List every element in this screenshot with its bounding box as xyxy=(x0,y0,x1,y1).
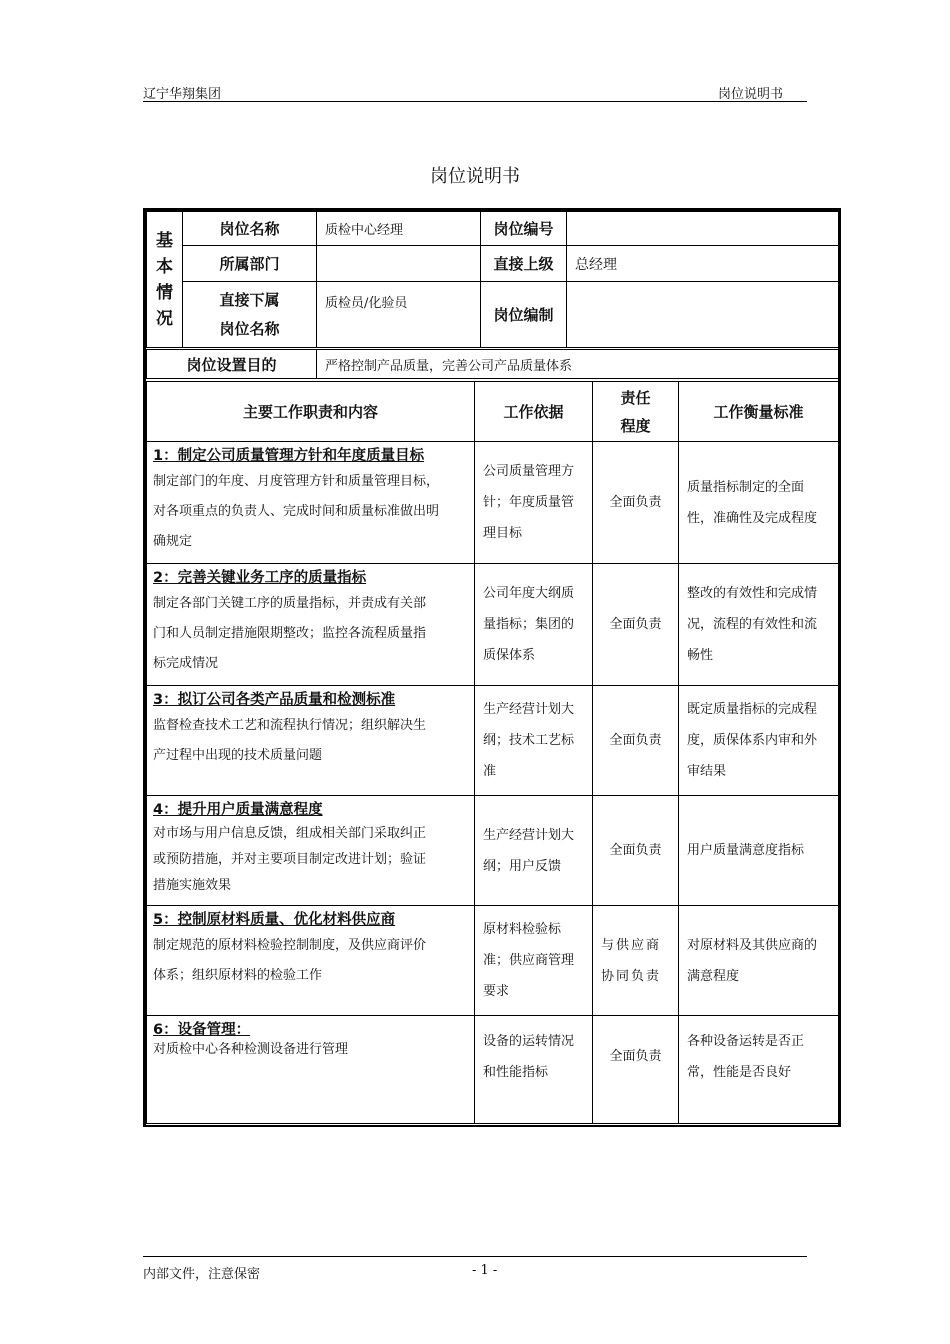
footer-note: 内部文件，注意保密 xyxy=(143,1267,261,1282)
desc-line: 对各项重点的负责人、完成时间和质量标准做出明 xyxy=(153,504,440,519)
duty-content xyxy=(147,442,475,564)
desc-line: 监督检查技术工艺和流程执行情况；组织解决生 xyxy=(153,718,427,733)
standard-line: 满意程度 xyxy=(687,968,740,984)
basis-line: 设备的运转情况 xyxy=(483,1034,575,1049)
desc-line: 门和人员制定措施限期整改；监控各流程质量指 xyxy=(153,626,427,641)
table-row xyxy=(147,686,839,796)
duty-content xyxy=(147,1016,475,1124)
post-code-label: 岗位编号 xyxy=(481,212,567,246)
standard-line: 各种设备运转是否正 xyxy=(687,1034,805,1049)
basis-line: 生产经营计划大 xyxy=(483,827,575,843)
duty-basis xyxy=(475,686,593,796)
duty-basis xyxy=(475,1016,593,1124)
headcount-label: 岗位编制 xyxy=(481,282,567,348)
duty-responsibility xyxy=(593,1016,679,1124)
desc-line: 制定各部门关键工序的质量指标，并责成有关部 xyxy=(153,596,427,611)
standard-line: 既定质量指标的完成程 xyxy=(687,702,818,717)
duty-standard xyxy=(679,686,839,796)
duties-table xyxy=(146,381,839,1124)
subordinate-label-line: 岗位名称 xyxy=(219,319,280,338)
post-name-label: 岗位名称 xyxy=(183,212,317,246)
subordinate-label xyxy=(183,282,317,348)
desc-line: 措施实施效果 xyxy=(153,878,232,893)
duty-content xyxy=(147,796,475,906)
duty-responsibility xyxy=(593,564,679,686)
duty-desc xyxy=(147,1041,474,1059)
duty-title: 5：控制原材料质量、优化材料供应商 xyxy=(153,912,396,928)
duty-desc xyxy=(147,467,474,557)
duty-standard xyxy=(679,906,839,1016)
table-row xyxy=(147,564,839,686)
resp-line: 全面负责 xyxy=(609,1049,662,1064)
resp-line: 全面负责 xyxy=(609,617,662,632)
standard-line: 性，准确性及完成程度 xyxy=(687,510,818,526)
header-doc-type: 岗位说明书 xyxy=(718,87,784,102)
footer-rule xyxy=(143,1256,807,1257)
basis-line: 纲；用户反馈 xyxy=(483,858,562,874)
basis-line: 准；供应商管理 xyxy=(483,953,575,968)
purpose-value: 严格控制产品质量，完善公司产品质量体系 xyxy=(317,350,839,379)
basis-line: 公司质量管理方 xyxy=(483,464,575,479)
desc-line: 或预防措施，并对主要项目制定改进计划；验证 xyxy=(153,852,427,867)
desc-line: 对质检中心各种检测设备进行管理 xyxy=(153,1042,349,1057)
standard-line: 常，性能是否良好 xyxy=(687,1065,792,1080)
duty-basis xyxy=(475,796,593,906)
section-char: 本 xyxy=(156,256,173,277)
duty-responsibility xyxy=(593,906,679,1016)
dept-label: 所属部门 xyxy=(183,246,317,282)
standard-line: 对原材料及其供应商的 xyxy=(687,937,818,953)
basis-line: 生产经营计划大 xyxy=(483,702,575,717)
table-row xyxy=(147,442,839,564)
standard-line: 度，质保体系内审和外 xyxy=(687,733,818,748)
basic-info-table xyxy=(146,211,839,348)
duty-content xyxy=(147,564,475,686)
standard-line: 审结果 xyxy=(687,764,727,779)
basis-line: 准 xyxy=(483,764,497,779)
resp-line: 协同负责 xyxy=(601,968,662,984)
duty-desc xyxy=(147,931,474,991)
header-rule xyxy=(143,101,807,102)
headcount-value xyxy=(567,282,839,348)
duty-standard xyxy=(679,796,839,906)
basis-line: 质保体系 xyxy=(483,648,536,663)
purpose-label: 岗位设置目的 xyxy=(147,350,317,379)
standard-line: 畅性 xyxy=(687,648,714,663)
duty-responsibility xyxy=(593,796,679,906)
duty-responsibility xyxy=(593,442,679,564)
duty-basis xyxy=(475,564,593,686)
duty-desc xyxy=(147,589,474,679)
desc-line: 制定规范的原材料检验控制制度，及供应商评价 xyxy=(153,938,427,953)
duty-title: 2：完善关键业务工序的质量指标 xyxy=(153,570,367,586)
desc-line: 产过程中出现的技术质量问题 xyxy=(153,748,323,763)
table-row xyxy=(147,1016,839,1124)
table-row xyxy=(147,796,839,906)
desc-line: 确规定 xyxy=(153,534,193,549)
duty-standard xyxy=(679,442,839,564)
duty-content xyxy=(147,906,475,1016)
basic-section-label xyxy=(147,212,183,348)
section-char: 基 xyxy=(156,230,173,251)
post-code-value xyxy=(567,212,839,246)
post-name-value: 质检中心经理 xyxy=(317,212,481,246)
col-header-responsibility xyxy=(593,382,679,442)
duty-standard xyxy=(679,1016,839,1124)
basis-line: 针；年度质量管 xyxy=(483,495,575,510)
basis-line: 纲；技术工艺标 xyxy=(483,733,575,748)
col-header-content: 主要工作职责和内容 xyxy=(147,382,475,442)
duty-content xyxy=(147,686,475,796)
superior-label: 直接上级 xyxy=(481,246,567,282)
page-title: 岗位说明书 xyxy=(430,166,520,187)
resp-line: 全面负责 xyxy=(609,733,662,748)
duty-desc xyxy=(147,711,474,771)
resp-line: 全面负责 xyxy=(609,495,662,510)
resp-line: 全面负责 xyxy=(609,843,662,858)
col-header-standard: 工作衡量标准 xyxy=(679,382,839,442)
duty-basis xyxy=(475,442,593,564)
duty-desc xyxy=(147,821,474,899)
subordinate-value: 质检员/化验员 xyxy=(317,282,481,348)
duty-basis xyxy=(475,906,593,1016)
table-row xyxy=(147,906,839,1016)
col-header-resp-line: 程度 xyxy=(620,416,651,435)
standard-line: 况，流程的有效性和流 xyxy=(687,617,818,632)
basis-line: 要求 xyxy=(483,984,510,999)
section-char: 情 xyxy=(156,282,173,303)
col-header-resp-line: 责任 xyxy=(620,388,651,407)
basis-line: 和性能指标 xyxy=(483,1065,549,1080)
desc-line: 体系；组织原材料的检验工作 xyxy=(153,968,323,983)
basis-line: 量指标；集团的 xyxy=(483,617,575,632)
purpose-table xyxy=(146,349,839,379)
basis-line: 公司年度大纲质 xyxy=(483,586,575,601)
col-header-basis: 工作依据 xyxy=(475,382,593,442)
standard-line: 质量指标制定的全面 xyxy=(687,479,805,495)
table-frame-bottom xyxy=(143,1125,841,1127)
duty-responsibility xyxy=(593,686,679,796)
desc-line: 制定部门的年度、月度管理方针和质量管理目标， xyxy=(153,474,440,489)
duty-title: 1：制定公司质量管理方针和年度质量目标 xyxy=(153,448,425,464)
duty-standard xyxy=(679,564,839,686)
subordinate-label-line: 直接下属 xyxy=(219,290,280,309)
page-number: - 1 - xyxy=(472,1263,498,1278)
desc-line: 对市场与用户信息反馈，组成相关部门采取纠正 xyxy=(153,826,427,841)
basis-line: 理目标 xyxy=(483,526,523,541)
standard-line: 整改的有效性和完成情 xyxy=(687,586,818,601)
standard-line: 用户质量满意度指标 xyxy=(687,843,805,858)
superior-value: 总经理 xyxy=(567,246,839,282)
resp-line: 与供应商 xyxy=(601,937,662,953)
duty-title: 3：拟订公司各类产品质量和检测标准 xyxy=(153,692,396,708)
dept-value xyxy=(317,246,481,282)
duty-title: 6：设备管理： xyxy=(153,1022,251,1038)
desc-line: 标完成情况 xyxy=(153,656,219,671)
basis-line: 原材料检验标 xyxy=(483,922,562,937)
duty-title: 4：提升用户质量满意程度 xyxy=(153,802,323,818)
section-char: 况 xyxy=(156,308,173,329)
company-name: 辽宁华翔集团 xyxy=(143,87,222,102)
